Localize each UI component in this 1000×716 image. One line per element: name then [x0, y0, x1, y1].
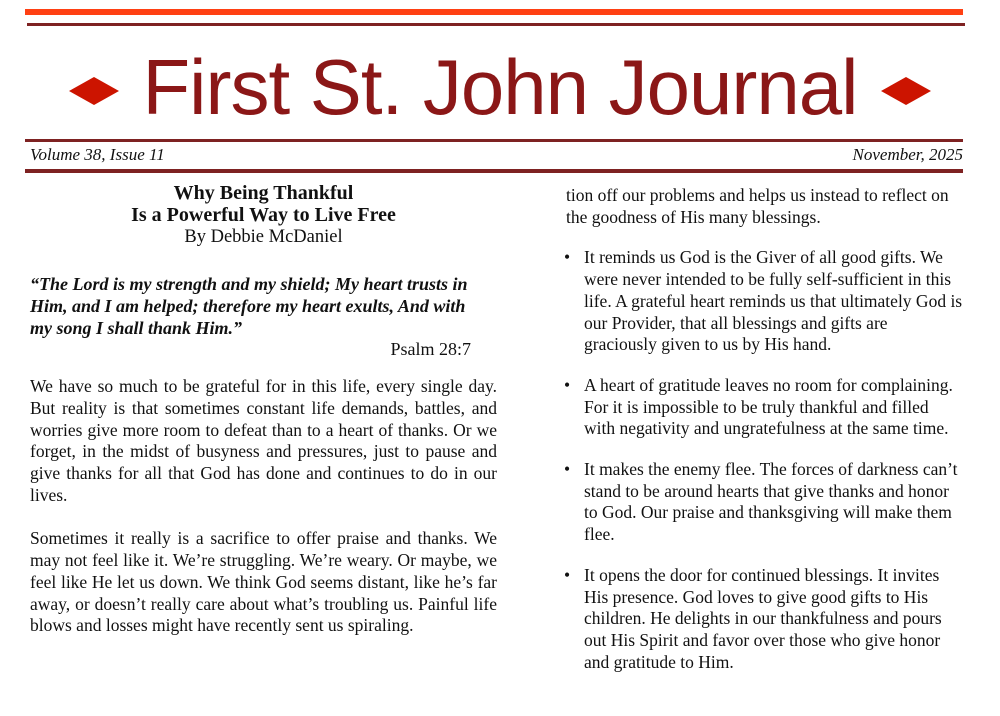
- list-item: • A heart of gratitude leaves no room for complaining. For it is impossible to be truly thankful and filled with negativity and ungratefulness at the same time.: [584, 375, 963, 440]
- masthead: [0, 44, 1000, 130]
- article-title: [30, 183, 497, 226]
- list-item: • It reminds us God is the Giver of all good gifts. We were never intended to be fully self-sufficient in this life. A grateful heart reminds us that ultimately God is our Provider, that all blessings and gifts are graciously given to us by His hand.: [584, 247, 963, 356]
- article-paragraph: We have so much to be grateful for in this life, every single day. But reality is that sometimes constant life demands, battles, and worries give more room to defeat than to a heart of thanks. Or we forget, in the midst of busyness and pressures, just to pause and give thanks for all that God has done and continues to do in our lives.: [30, 376, 497, 505]
- article-title-line2: Is a Powerful Way to Live Free: [131, 203, 396, 226]
- article-title-line1: Why Being Thankful: [173, 182, 354, 204]
- scripture-citation: Psalm 28:7: [390, 339, 471, 360]
- issue-row: [30, 143, 963, 167]
- continuation-paragraph: tion off our problems and helps us instead to reflect on the goodness of His many blessings.: [566, 185, 949, 227]
- issue-date: November, 2025: [852, 145, 963, 164]
- diamond-icon-left: [69, 77, 119, 105]
- issue-rule-bottom: [25, 169, 963, 173]
- diamond-icon-right: [881, 77, 931, 105]
- scripture-quote: “The Lord is my strength and my shield; My heart trusts in Him, and I am helped; therefore my heart exults, And with my song I shall thank Him.”: [30, 274, 468, 338]
- issue-rule-top: [25, 139, 963, 142]
- left-column: [30, 183, 497, 673]
- article-body: [30, 183, 963, 673]
- list-item: • It opens the door for continued blessings. It invites His presence. God loves to give good gifts to His children. He delights in our thankfulness and pours out His Spirit and favor over those who give honor and gratitude to Him.: [584, 565, 963, 674]
- top-rule: [27, 23, 965, 26]
- newsletter-title: First St. John Journal: [142, 43, 858, 131]
- list-item: • It makes the enemy flee. The forces of darkness can’t stand to be around hearts that give thanks and honor to God. Our praise and thanksgiving will make them flee.: [584, 459, 963, 546]
- top-accent-bar: [25, 9, 963, 15]
- article-byline: By Debbie McDaniel: [184, 227, 343, 247]
- gratitude-bullet-list: [557, 247, 963, 673]
- right-column: [557, 183, 963, 673]
- issue-volume: Volume 38, Issue 11: [30, 145, 165, 164]
- article-paragraph: Sometimes it really is a sacrifice to offer praise and thanks. We may not feel like it. We’re struggling. We’re weary. Or maybe, we feel like He let us down. We think God seems distant, like he’s far away, or doesn’t really care about what’s troubling us. Painful life blows and losses might have recently sent us spiraling.: [30, 528, 497, 636]
